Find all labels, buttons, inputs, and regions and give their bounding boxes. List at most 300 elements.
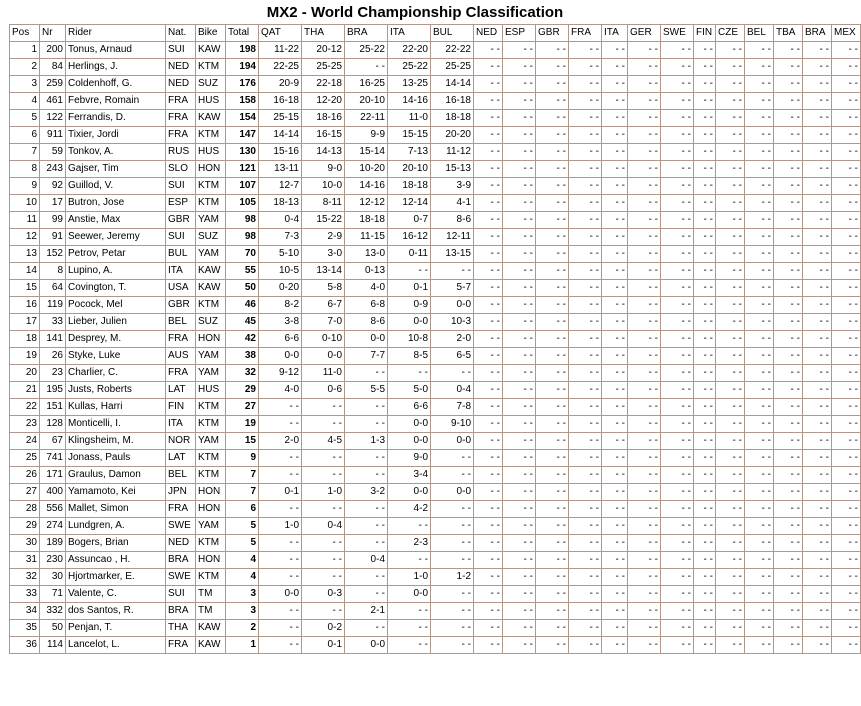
nationality-cell: FRA: [166, 110, 196, 127]
bike-cell: KTM: [196, 399, 226, 416]
race-result-cell: - -: [694, 178, 716, 195]
race-result-cell: 3-4: [388, 467, 431, 484]
race-result-cell: - -: [774, 195, 803, 212]
race-result-cell: 0-4: [431, 382, 474, 399]
race-result-cell: 8-5: [388, 348, 431, 365]
race-result-cell: - -: [388, 518, 431, 535]
position-cell: 30: [10, 535, 40, 552]
race-result-cell: - -: [536, 297, 569, 314]
rider-name-cell: Lundgren, A.: [66, 518, 166, 535]
race-result-cell: - -: [661, 433, 694, 450]
race-result-cell: - -: [259, 535, 302, 552]
race-result-cell: - -: [431, 620, 474, 637]
race-result-cell: - -: [745, 42, 774, 59]
rider-name-cell: Mallet, Simon: [66, 501, 166, 518]
race-result-cell: 8-2: [259, 297, 302, 314]
race-result-cell: - -: [803, 535, 832, 552]
position-cell: 11: [10, 212, 40, 229]
rider-number-cell: 461: [40, 93, 66, 110]
race-result-cell: - -: [832, 603, 861, 620]
total-points-cell: 7: [226, 484, 259, 501]
race-result-cell: - -: [569, 246, 602, 263]
bike-cell: KTM: [196, 195, 226, 212]
nationality-cell: SUI: [166, 229, 196, 246]
rider-name-cell: Covington, T.: [66, 280, 166, 297]
race-result-cell: 6-5: [431, 348, 474, 365]
race-result-cell: - -: [569, 501, 602, 518]
race-result-cell: - -: [745, 484, 774, 501]
race-result-cell: - -: [716, 127, 745, 144]
race-result-cell: - -: [694, 246, 716, 263]
race-result-cell: - -: [302, 416, 345, 433]
race-result-cell: - -: [345, 620, 388, 637]
race-result-cell: - -: [536, 212, 569, 229]
race-result-cell: - -: [569, 484, 602, 501]
rider-name-cell: dos Santos, R.: [66, 603, 166, 620]
race-result-cell: - -: [345, 416, 388, 433]
race-result-cell: - -: [474, 331, 503, 348]
race-result-cell: - -: [536, 314, 569, 331]
race-result-cell: - -: [259, 620, 302, 637]
race-result-cell: 7-8: [431, 399, 474, 416]
race-result-cell: - -: [474, 144, 503, 161]
race-result-cell: - -: [832, 484, 861, 501]
nationality-cell: SWE: [166, 518, 196, 535]
race-result-cell: 20-10: [388, 161, 431, 178]
race-result-cell: - -: [694, 93, 716, 110]
race-result-cell: - -: [259, 450, 302, 467]
nationality-cell: NED: [166, 59, 196, 76]
race-result-cell: 0-0: [388, 416, 431, 433]
race-result-cell: - -: [661, 195, 694, 212]
race-result-cell: - -: [832, 450, 861, 467]
race-result-cell: - -: [716, 501, 745, 518]
race-result-cell: - -: [628, 263, 661, 280]
race-result-cell: - -: [431, 263, 474, 280]
table-body: [10, 42, 861, 654]
race-result-cell: - -: [745, 552, 774, 569]
race-result-cell: - -: [832, 161, 861, 178]
table-row: [10, 331, 861, 348]
race-result-cell: - -: [431, 467, 474, 484]
race-result-cell: - -: [474, 212, 503, 229]
race-result-cell: 9-0: [388, 450, 431, 467]
race-result-cell: - -: [716, 535, 745, 552]
race-result-cell: - -: [536, 127, 569, 144]
race-result-cell: - -: [628, 637, 661, 654]
race-result-cell: 0-0: [302, 348, 345, 365]
race-result-cell: - -: [803, 484, 832, 501]
rider-name-cell: Guillod, V.: [66, 178, 166, 195]
race-result-cell: - -: [474, 127, 503, 144]
race-result-cell: - -: [716, 416, 745, 433]
position-cell: 29: [10, 518, 40, 535]
race-result-cell: - -: [602, 127, 628, 144]
race-result-cell: - -: [803, 246, 832, 263]
table-row: [10, 552, 861, 569]
race-result-cell: 5-0: [388, 382, 431, 399]
race-result-cell: - -: [628, 399, 661, 416]
table-header-row: [10, 25, 861, 42]
bike-cell: SUZ: [196, 229, 226, 246]
race-result-cell: - -: [745, 620, 774, 637]
total-points-cell: 147: [226, 127, 259, 144]
race-result-cell: - -: [628, 569, 661, 586]
race-result-cell: - -: [694, 637, 716, 654]
race-result-cell: - -: [569, 518, 602, 535]
race-result-cell: 13-11: [259, 161, 302, 178]
race-result-cell: - -: [745, 569, 774, 586]
race-result-cell: - -: [628, 586, 661, 603]
bike-cell: HUS: [196, 144, 226, 161]
race-result-cell: - -: [832, 365, 861, 382]
race-result-cell: - -: [832, 348, 861, 365]
race-result-cell: - -: [503, 603, 536, 620]
race-result-cell: - -: [774, 586, 803, 603]
race-result-cell: - -: [774, 178, 803, 195]
race-result-cell: - -: [628, 348, 661, 365]
position-cell: 1: [10, 42, 40, 59]
bike-cell: KTM: [196, 127, 226, 144]
race-result-cell: - -: [694, 144, 716, 161]
race-result-cell: 0-13: [345, 263, 388, 280]
race-result-cell: - -: [602, 110, 628, 127]
race-result-cell: - -: [431, 586, 474, 603]
position-cell: 2: [10, 59, 40, 76]
race-result-cell: 0-0: [345, 637, 388, 654]
race-result-cell: - -: [569, 178, 602, 195]
race-result-cell: 5-5: [345, 382, 388, 399]
race-result-cell: - -: [388, 637, 431, 654]
position-cell: 7: [10, 144, 40, 161]
race-result-cell: - -: [832, 144, 861, 161]
race-result-cell: - -: [503, 331, 536, 348]
race-result-cell: - -: [661, 586, 694, 603]
nationality-cell: BRA: [166, 603, 196, 620]
race-result-cell: 15-14: [345, 144, 388, 161]
race-result-cell: - -: [569, 297, 602, 314]
rider-name-cell: Graulus, Damon: [66, 467, 166, 484]
race-result-cell: - -: [628, 76, 661, 93]
race-result-cell: - -: [503, 280, 536, 297]
race-result-cell: - -: [832, 620, 861, 637]
race-result-cell: 0-7: [388, 212, 431, 229]
race-result-cell: - -: [694, 127, 716, 144]
race-result-cell: - -: [774, 433, 803, 450]
nationality-cell: BRA: [166, 552, 196, 569]
race-result-cell: - -: [536, 518, 569, 535]
rider-number-cell: 64: [40, 280, 66, 297]
race-result-cell: - -: [774, 93, 803, 110]
column-header: CZE: [716, 25, 745, 42]
race-result-cell: - -: [536, 59, 569, 76]
race-result-cell: 25-22: [345, 42, 388, 59]
race-result-cell: - -: [774, 620, 803, 637]
race-result-cell: 0-0: [259, 586, 302, 603]
race-result-cell: - -: [503, 552, 536, 569]
race-result-cell: - -: [661, 42, 694, 59]
table-row: [10, 263, 861, 280]
bike-cell: KTM: [196, 535, 226, 552]
race-result-cell: - -: [536, 93, 569, 110]
race-result-cell: - -: [832, 195, 861, 212]
race-result-cell: - -: [694, 314, 716, 331]
race-result-cell: - -: [302, 399, 345, 416]
total-points-cell: 29: [226, 382, 259, 399]
column-header: ITA: [602, 25, 628, 42]
race-result-cell: - -: [431, 518, 474, 535]
rider-name-cell: Justs, Roberts: [66, 382, 166, 399]
race-result-cell: - -: [628, 42, 661, 59]
race-result-cell: - -: [345, 450, 388, 467]
race-result-cell: - -: [774, 552, 803, 569]
race-result-cell: - -: [628, 229, 661, 246]
position-cell: 28: [10, 501, 40, 518]
race-result-cell: - -: [503, 535, 536, 552]
rider-number-cell: 122: [40, 110, 66, 127]
race-result-cell: - -: [569, 620, 602, 637]
race-result-cell: - -: [832, 637, 861, 654]
rider-number-cell: 332: [40, 603, 66, 620]
race-result-cell: - -: [661, 620, 694, 637]
race-result-cell: - -: [388, 603, 431, 620]
race-result-cell: - -: [602, 518, 628, 535]
race-result-cell: - -: [474, 569, 503, 586]
race-result-cell: - -: [716, 263, 745, 280]
race-result-cell: - -: [803, 331, 832, 348]
race-result-cell: - -: [503, 467, 536, 484]
race-result-cell: - -: [661, 110, 694, 127]
race-result-cell: - -: [832, 535, 861, 552]
race-result-cell: - -: [774, 348, 803, 365]
race-result-cell: 4-0: [345, 280, 388, 297]
rider-number-cell: 33: [40, 314, 66, 331]
race-result-cell: - -: [503, 365, 536, 382]
table-row: [10, 603, 861, 620]
bike-cell: SUZ: [196, 76, 226, 93]
race-result-cell: - -: [569, 263, 602, 280]
race-result-cell: - -: [832, 331, 861, 348]
rider-number-cell: 152: [40, 246, 66, 263]
race-result-cell: - -: [536, 416, 569, 433]
race-result-cell: 12-11: [431, 229, 474, 246]
race-result-cell: - -: [628, 110, 661, 127]
total-points-cell: 3: [226, 603, 259, 620]
race-result-cell: 9-10: [431, 416, 474, 433]
nationality-cell: NED: [166, 535, 196, 552]
race-result-cell: - -: [745, 195, 774, 212]
page-title: MX2 - World Championship Classification: [266, 4, 564, 21]
race-result-cell: 1-3: [345, 433, 388, 450]
race-result-cell: 16-18: [431, 93, 474, 110]
race-result-cell: 10-3: [431, 314, 474, 331]
table-row: [10, 518, 861, 535]
race-result-cell: - -: [602, 620, 628, 637]
race-result-cell: - -: [745, 467, 774, 484]
race-result-cell: - -: [716, 110, 745, 127]
race-result-cell: - -: [803, 195, 832, 212]
race-result-cell: 6-6: [259, 331, 302, 348]
race-result-cell: 7-13: [388, 144, 431, 161]
race-result-cell: - -: [259, 501, 302, 518]
total-points-cell: 154: [226, 110, 259, 127]
race-result-cell: - -: [832, 399, 861, 416]
race-result-cell: - -: [569, 416, 602, 433]
race-result-cell: - -: [569, 229, 602, 246]
column-header: Bike: [196, 25, 226, 42]
total-points-cell: 194: [226, 59, 259, 76]
race-result-cell: - -: [661, 178, 694, 195]
race-result-cell: - -: [774, 518, 803, 535]
race-result-cell: - -: [302, 501, 345, 518]
race-result-cell: - -: [745, 212, 774, 229]
race-result-cell: - -: [661, 246, 694, 263]
race-result-cell: - -: [602, 297, 628, 314]
race-result-cell: 22-22: [431, 42, 474, 59]
race-result-cell: - -: [661, 535, 694, 552]
rider-name-cell: Bogers, Brian: [66, 535, 166, 552]
race-result-cell: - -: [774, 399, 803, 416]
race-result-cell: - -: [716, 297, 745, 314]
rider-number-cell: 151: [40, 399, 66, 416]
race-result-cell: - -: [345, 569, 388, 586]
race-result-cell: - -: [694, 501, 716, 518]
race-result-cell: - -: [716, 467, 745, 484]
position-cell: 27: [10, 484, 40, 501]
race-result-cell: - -: [716, 620, 745, 637]
table-row: [10, 637, 861, 654]
race-result-cell: - -: [661, 314, 694, 331]
race-result-cell: - -: [661, 399, 694, 416]
race-result-cell: 18-18: [388, 178, 431, 195]
race-result-cell: - -: [745, 399, 774, 416]
race-result-cell: - -: [745, 76, 774, 93]
race-result-cell: - -: [774, 450, 803, 467]
table-row: [10, 365, 861, 382]
rider-name-cell: Coldenhoff, G.: [66, 76, 166, 93]
race-result-cell: - -: [803, 59, 832, 76]
bike-cell: KTM: [196, 450, 226, 467]
race-result-cell: 13-15: [431, 246, 474, 263]
bike-cell: HON: [196, 484, 226, 501]
race-result-cell: - -: [661, 501, 694, 518]
race-result-cell: - -: [774, 416, 803, 433]
nationality-cell: BEL: [166, 467, 196, 484]
race-result-cell: - -: [503, 161, 536, 178]
race-result-cell: - -: [716, 433, 745, 450]
race-result-cell: - -: [803, 76, 832, 93]
race-result-cell: - -: [694, 416, 716, 433]
race-result-cell: - -: [569, 195, 602, 212]
race-result-cell: - -: [832, 229, 861, 246]
race-result-cell: - -: [628, 212, 661, 229]
race-result-cell: - -: [774, 76, 803, 93]
race-result-cell: - -: [602, 450, 628, 467]
rider-number-cell: 17: [40, 195, 66, 212]
race-result-cell: - -: [474, 178, 503, 195]
race-result-cell: - -: [345, 365, 388, 382]
race-result-cell: - -: [803, 399, 832, 416]
race-result-cell: - -: [832, 246, 861, 263]
race-result-cell: - -: [745, 144, 774, 161]
race-result-cell: - -: [503, 246, 536, 263]
race-result-cell: - -: [803, 586, 832, 603]
position-cell: 5: [10, 110, 40, 127]
table-row: [10, 348, 861, 365]
race-result-cell: - -: [803, 569, 832, 586]
race-result-cell: 8-11: [302, 195, 345, 212]
race-result-cell: - -: [745, 603, 774, 620]
rider-name-cell: Lieber, Julien: [66, 314, 166, 331]
race-result-cell: - -: [661, 637, 694, 654]
race-result-cell: - -: [716, 365, 745, 382]
race-result-cell: - -: [745, 331, 774, 348]
race-result-cell: - -: [474, 76, 503, 93]
total-points-cell: 121: [226, 161, 259, 178]
nationality-cell: FRA: [166, 331, 196, 348]
table-row: [10, 76, 861, 93]
race-result-cell: - -: [536, 637, 569, 654]
race-result-cell: - -: [803, 263, 832, 280]
race-result-cell: 3-9: [431, 178, 474, 195]
race-result-cell: - -: [745, 518, 774, 535]
race-result-cell: - -: [716, 212, 745, 229]
race-result-cell: - -: [503, 93, 536, 110]
race-result-cell: - -: [832, 59, 861, 76]
race-result-cell: - -: [661, 603, 694, 620]
total-points-cell: 9: [226, 450, 259, 467]
race-result-cell: - -: [661, 484, 694, 501]
rider-name-cell: Seewer, Jeremy: [66, 229, 166, 246]
rider-name-cell: Monticelli, I.: [66, 416, 166, 433]
race-result-cell: 12-20: [302, 93, 345, 110]
race-result-cell: - -: [774, 212, 803, 229]
table-row: [10, 467, 861, 484]
race-result-cell: - -: [774, 535, 803, 552]
race-result-cell: - -: [536, 501, 569, 518]
race-result-cell: - -: [536, 484, 569, 501]
race-result-cell: - -: [745, 59, 774, 76]
race-result-cell: 16-25: [345, 76, 388, 93]
race-result-cell: - -: [745, 280, 774, 297]
race-result-cell: - -: [503, 348, 536, 365]
rider-name-cell: Herlings, J.: [66, 59, 166, 76]
race-result-cell: - -: [536, 467, 569, 484]
race-result-cell: 2-0: [431, 331, 474, 348]
column-header: FRA: [569, 25, 602, 42]
race-result-cell: - -: [602, 433, 628, 450]
race-result-cell: 0-2: [302, 620, 345, 637]
race-result-cell: - -: [694, 467, 716, 484]
race-result-cell: - -: [536, 586, 569, 603]
table-row: [10, 59, 861, 76]
nationality-cell: SUI: [166, 178, 196, 195]
rider-name-cell: Petrov, Petar: [66, 246, 166, 263]
total-points-cell: 176: [226, 76, 259, 93]
race-result-cell: - -: [745, 178, 774, 195]
race-result-cell: - -: [474, 484, 503, 501]
race-result-cell: - -: [745, 110, 774, 127]
race-result-cell: 0-20: [259, 280, 302, 297]
race-result-cell: 13-14: [302, 263, 345, 280]
bike-cell: TM: [196, 603, 226, 620]
bike-cell: YAM: [196, 365, 226, 382]
nationality-cell: RUS: [166, 144, 196, 161]
race-result-cell: - -: [803, 501, 832, 518]
rider-number-cell: 741: [40, 450, 66, 467]
race-result-cell: - -: [602, 212, 628, 229]
race-result-cell: 10-5: [259, 263, 302, 280]
